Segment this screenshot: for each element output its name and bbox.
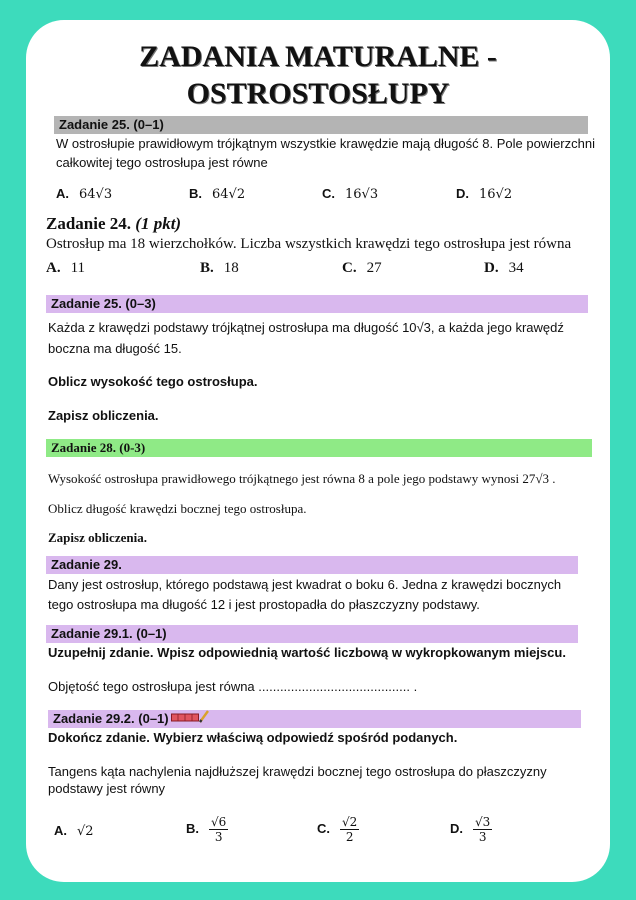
- task-29-2-answer-b[interactable]: B. $\frac{√6}{3}$: [186, 815, 227, 844]
- task-24-answer-b[interactable]: B. 18: [200, 260, 239, 276]
- task-25b-calc-note: Zapisz obliczenia.: [48, 408, 159, 423]
- task-24-answer-a[interactable]: A. 11: [46, 260, 86, 276]
- title-line-2: OSTROSTOSŁUPY: [186, 77, 450, 110]
- task-25-answer-c[interactable]: C. 16√3: [322, 186, 379, 202]
- task-24-header: Zadanie 24. (1 pkt): [46, 214, 182, 233]
- task-25-answer-b[interactable]: B. 64√2: [189, 186, 246, 202]
- task-29-text-1: Dany jest ostrosłup, którego podstawą jest kwadrat o boku 6. Jedna z krawędzi bocznych: [48, 577, 562, 592]
- task-29-2-answer-a[interactable]: A. √2: [54, 823, 94, 839]
- task-29-2-answer-d[interactable]: D. $\frac{√3}{3}$: [450, 815, 491, 844]
- task-29-2-header: Zadanie 29.2. (0–1): [48, 710, 581, 728]
- page-title: [26, 38, 610, 112]
- task-24-answer-d[interactable]: D. 34: [484, 260, 524, 276]
- task-25b-header: Zadanie 25. (0–3): [46, 295, 588, 313]
- fraction-b: $\frac{√6}{3}$: [211, 815, 227, 844]
- task-29-2-instruction: Dokończ zdanie. Wybierz właściwą odpowiedź spośród podanych.: [48, 730, 458, 745]
- task-24-answer-c[interactable]: C. 27: [342, 260, 382, 276]
- task-29-2-text-2: podstawy jest równy: [48, 781, 166, 796]
- task-25-answer-d[interactable]: D. 16√2: [456, 186, 513, 202]
- title-line-1: ZADANIA MATURALNE -: [139, 40, 497, 73]
- task-25-text-2: całkowitej tego ostrosłupa jest równe: [56, 155, 268, 170]
- task-24-text: Ostrosłup ma 18 wierzchołków. Liczba wszystkich krawędzi tego ostrosłupa jest równa: [46, 236, 572, 252]
- task-25b-text-1: Każda z krawędzi podstawy trójkątnej ostrosłupa ma długość 10√3, a każda jego krawędź: [48, 320, 564, 335]
- task-25b-instruction: Oblicz wysokość tego ostrosłupa.: [48, 374, 258, 389]
- task-29-2-text-1: Tangens kąta nachylenia najdłuższej krawędzi bocznej tego ostrosłupa do płaszczyzny: [48, 764, 547, 779]
- task-28-calc-note: Zapisz obliczenia.: [48, 530, 147, 545]
- task-25b-text-2: boczna ma długość 15.: [48, 341, 182, 356]
- task-29-1-instruction: Uzupełnij zdanie. Wpisz odpowiednią wartość liczbową w wykropkowanym miejscu.: [48, 645, 566, 660]
- task-28-header: Zadanie 28. (0-3): [46, 439, 592, 457]
- task-28-text-2: Oblicz długość krawędzi bocznej tego ostrosłupa.: [48, 501, 307, 516]
- worksheet-card: [26, 20, 610, 882]
- task-25-text-1: W ostrosłupie prawidłowym trójkątnym wszystkie krawędzie mają długość 8. Pole powierzchni: [56, 136, 595, 151]
- task-25-answer-a[interactable]: A. 64√3: [56, 186, 113, 202]
- task-28-text-1: Wysokość ostrosłupa prawidłowego trójkątnego jest równa 8 a pole jego podstawy wynosi 27√3 .: [48, 471, 556, 486]
- task-25-header: Zadanie 25. (0–1): [54, 116, 588, 134]
- fraction-c: $\frac{√2}{2}$: [342, 815, 358, 844]
- fraction-d: $\frac{√3}{3}$: [475, 815, 491, 844]
- task-29-1-header: Zadanie 29.1. (0–1): [46, 625, 578, 643]
- task-29-2-answer-c[interactable]: C. $\frac{√2}{2}$: [317, 815, 358, 844]
- task-29-1-fill-in[interactable]: Objętość tego ostrosłupa jest równa .......................................... .: [48, 679, 418, 694]
- task-29-header: Zadanie 29.: [46, 556, 578, 574]
- task-29-text-2: tego ostrosłupa ma długość 12 i jest prostopadła do płaszczyzny podstawy.: [48, 597, 480, 612]
